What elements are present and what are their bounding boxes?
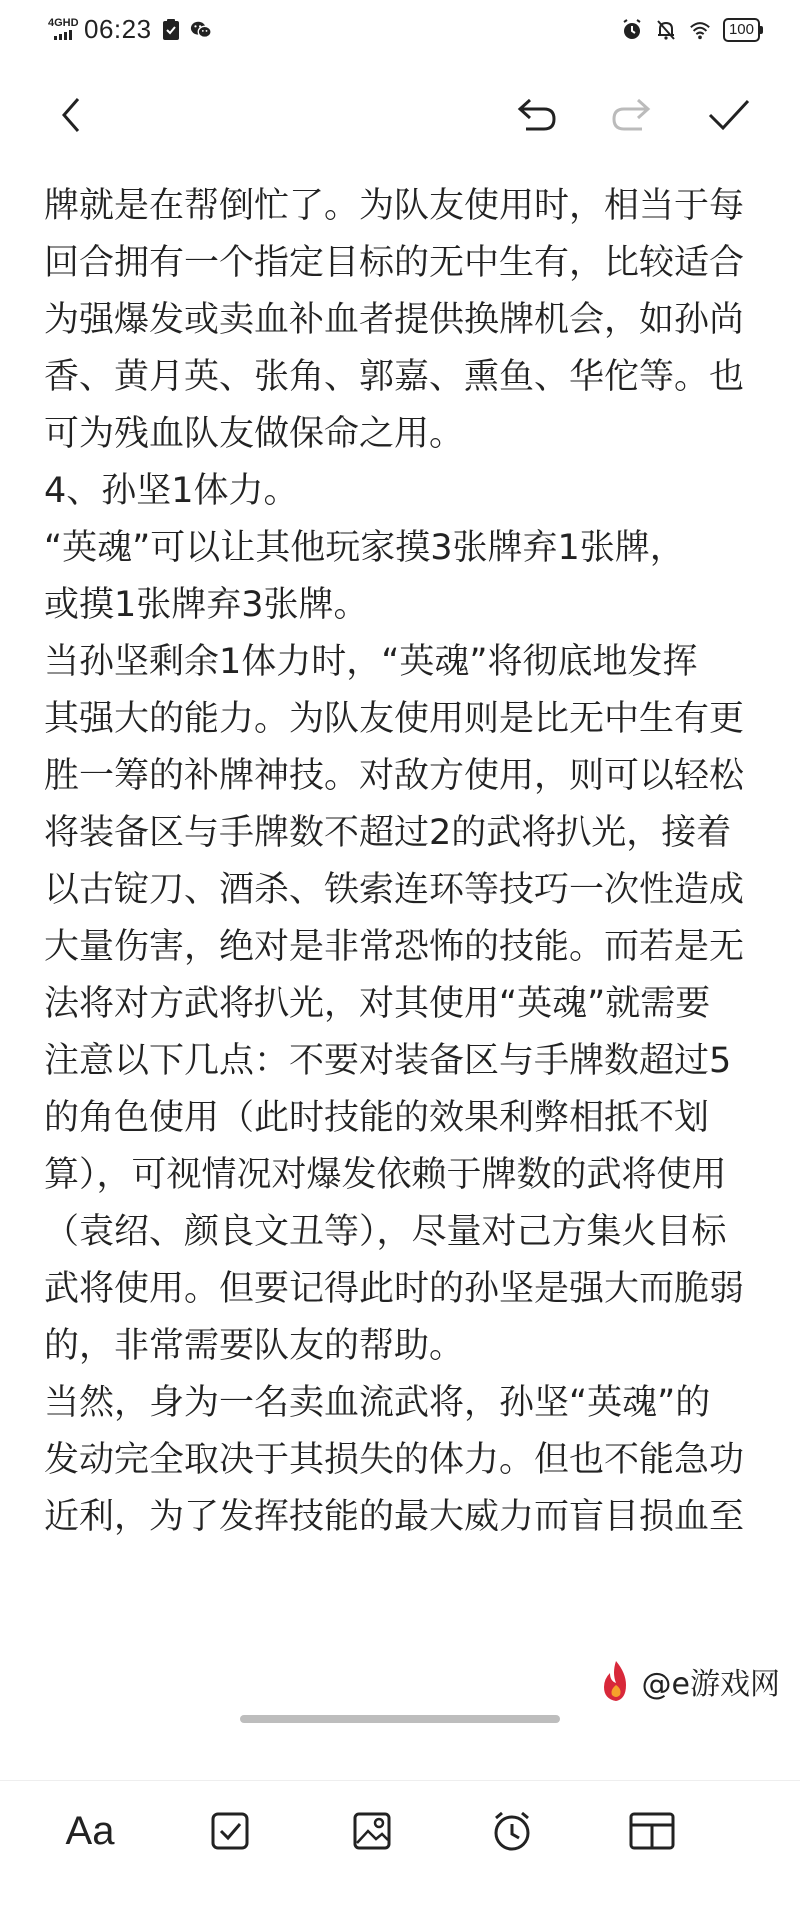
text-format-label: Aa	[65, 1808, 115, 1853]
table-icon	[628, 1811, 676, 1851]
note-body[interactable]	[44, 178, 784, 1788]
alarm-icon	[621, 19, 643, 41]
table-button[interactable]	[622, 1803, 682, 1859]
undo-button[interactable]	[510, 90, 560, 140]
checklist-button[interactable]	[200, 1803, 260, 1859]
site-watermark	[586, 1655, 790, 1707]
mute-bell-icon	[655, 19, 677, 41]
image-icon	[352, 1811, 392, 1851]
note-line: 当然，身为一名卖血流武将，孙坚“英魂”的	[44, 1383, 711, 1423]
note-line: （袁绍、颜良文丑等），尽量对己方集火目标	[44, 1212, 727, 1252]
battery-indicator: 100	[723, 18, 760, 42]
wifi-icon	[689, 19, 711, 41]
back-button[interactable]	[46, 90, 96, 140]
flame-logo-icon	[596, 1659, 636, 1703]
network-type: 4GHD	[48, 16, 79, 29]
checkbox-icon	[210, 1811, 250, 1851]
wechat-icon	[190, 19, 212, 41]
chevron-left-icon	[56, 95, 86, 135]
clipboard-check-icon	[160, 19, 182, 41]
note-line: 牌就是在帮倒忙了。为队友使用时，相当于每	[44, 186, 745, 226]
note-line: 香、黄月英、张角、郭嘉、熏鱼、华佗等。也	[44, 357, 745, 397]
note-line: 回合拥有一个指定目标的无中生有，比较适合	[44, 243, 745, 283]
note-line: 的角色使用（此时技能的效果利弊相抵不划	[44, 1098, 710, 1138]
reminder-button[interactable]	[482, 1803, 542, 1859]
note-line: 为强爆发或卖血补血者提供换牌机会，如孙尚	[44, 300, 745, 340]
note-line: 4、孙坚1体力。	[44, 471, 299, 511]
redo-button[interactable]	[608, 90, 658, 140]
alarm-clock-icon	[490, 1809, 534, 1853]
insert-image-button[interactable]	[342, 1803, 402, 1859]
watermark-text: @e游戏网	[641, 1667, 780, 1702]
editor-toolbar	[0, 80, 800, 150]
note-line: 发动完全取决于其损失的体力。但也不能急功	[44, 1440, 745, 1480]
note-line: 其强大的能力。为队友使用则是比无中生有更	[44, 699, 745, 739]
status-left	[48, 14, 212, 45]
note-line: “英魂”可以让其他玩家摸3张牌弃1张牌，	[44, 528, 685, 568]
note-line: 可为残血队友做保命之用。	[44, 414, 465, 454]
note-line: 的，非常需要队友的帮助。	[44, 1326, 465, 1366]
signal-icon	[48, 16, 79, 42]
confirm-button[interactable]	[704, 90, 754, 140]
note-line: 或摸1张牌弃3张牌。	[44, 585, 369, 625]
redo-icon	[610, 95, 656, 135]
checkmark-icon	[707, 97, 751, 133]
text-format-button[interactable]	[60, 1803, 120, 1859]
home-indicator[interactable]	[240, 1715, 560, 1723]
note-line: 大量伤害，绝对是非常恐怖的技能。而若是无	[44, 927, 745, 967]
bottom-toolbar	[0, 1780, 800, 1931]
clock: 06:23	[84, 14, 152, 44]
note-line: 注意以下几点：不要对装备区与手牌数超过5	[44, 1041, 732, 1081]
note-line: 以古锭刀、酒杀、铁索连环等技巧一次性造成	[44, 870, 745, 910]
note-line: 法将对方武将扒光，对其使用“英魂”就需要	[44, 984, 711, 1024]
status-right	[621, 18, 760, 42]
note-line: 算），可视情况对爆发依赖于牌数的武将使用	[44, 1155, 727, 1195]
note-line: 武将使用。但要记得此时的孙坚是强大而脆弱	[44, 1269, 745, 1309]
note-line: 当孙坚剩余1体力时，“英魂”将彻底地发挥	[44, 642, 698, 682]
note-line: 胜一筹的补牌神技。对敌方使用，则可以轻松	[44, 756, 745, 796]
undo-icon	[512, 95, 558, 135]
note-line: 将装备区与手牌数不超过2的武将扒光，接着	[44, 813, 732, 853]
note-line: 近利，为了发挥技能的最大威力而盲目损血至	[44, 1497, 745, 1537]
status-bar	[0, 0, 800, 60]
